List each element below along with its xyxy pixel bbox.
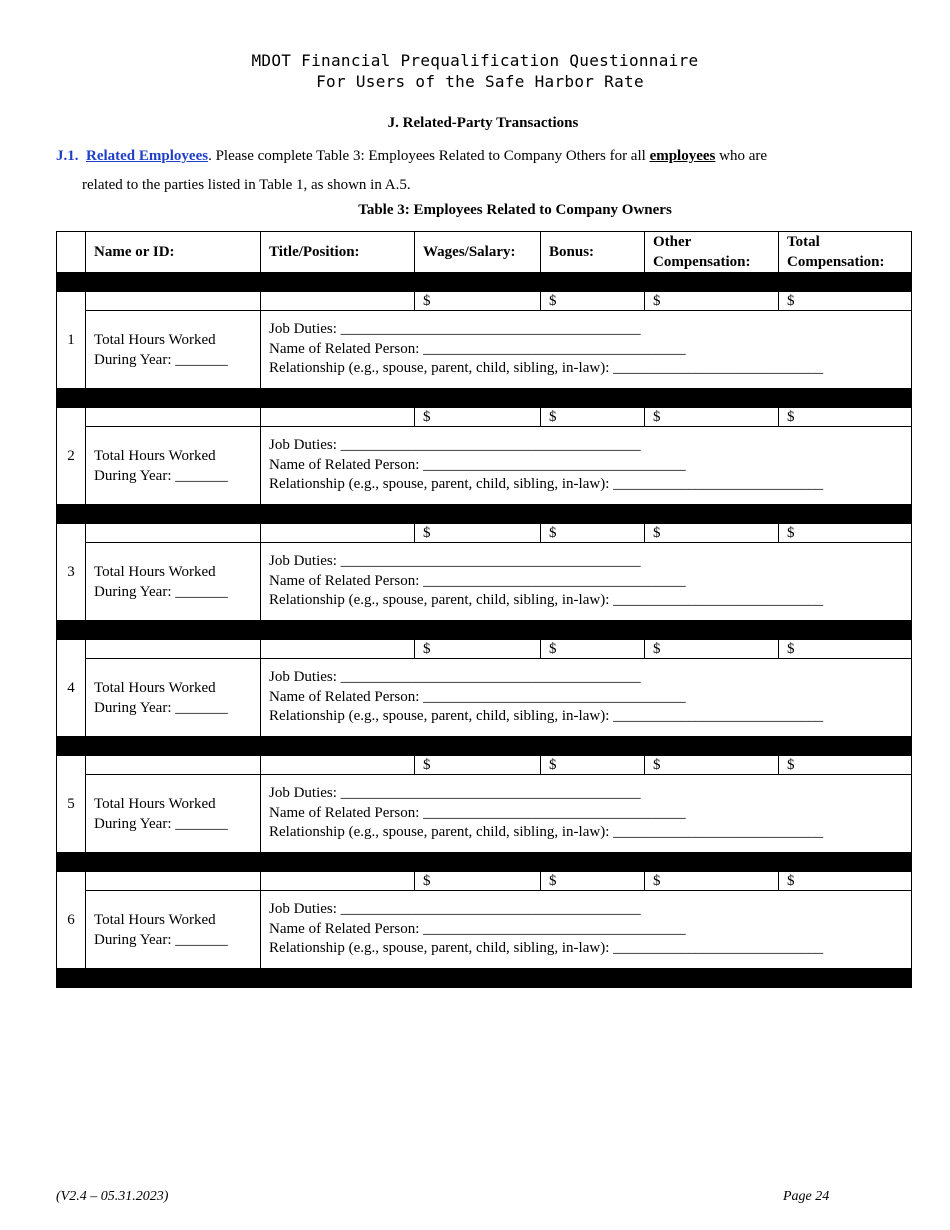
wages-field[interactable]: $ — [415, 872, 541, 891]
item-number: J.1. — [56, 148, 79, 164]
header-total-line1: Total — [787, 234, 820, 250]
version-footer: (V2.4 – 05.31.2023) — [56, 1189, 169, 1204]
hours-field[interactable]: During Year: _______ — [94, 467, 228, 484]
hours-label: Total Hours Worked — [94, 679, 216, 696]
hours-field[interactable]: During Year: _______ — [94, 931, 228, 948]
total-compensation-field[interactable]: $ — [779, 756, 912, 775]
other-compensation-field[interactable]: $ — [645, 408, 779, 427]
related-person-field[interactable]: Name of Related Person: ___________________________________ — [269, 920, 686, 937]
employee-detail-row — [57, 891, 912, 969]
total-compensation-field[interactable]: $ — [779, 292, 912, 311]
title-position-field[interactable] — [261, 640, 415, 659]
bonus-field[interactable]: $ — [541, 872, 645, 891]
relationship-field[interactable]: Relationship (e.g., spouse, parent, child, sibling, in-law): ____________________________ — [269, 940, 824, 957]
other-compensation-field[interactable]: $ — [645, 292, 779, 311]
hours-field[interactable]: During Year: _______ — [94, 583, 228, 600]
header-other-line2: Compensation: — [653, 254, 751, 270]
paragraph-text-end: who are — [715, 148, 768, 164]
paragraph-text: . Please complete Table 3: Employees Related to Company Others for all — [208, 148, 650, 164]
hours-worked-cell[interactable] — [86, 427, 261, 505]
job-duties-field[interactable]: Job Duties: ________________________________________ — [269, 901, 641, 918]
employee-money-row — [57, 292, 912, 311]
duties-cell — [261, 775, 912, 853]
hours-field[interactable]: During Year: _______ — [94, 699, 228, 716]
paragraph-lead — [56, 142, 767, 171]
employee-name-field[interactable] — [86, 408, 261, 427]
employee-name-field[interactable] — [86, 872, 261, 891]
hours-worked-cell[interactable] — [86, 659, 261, 737]
header-total-compensation — [779, 232, 912, 273]
employee-money-row — [57, 640, 912, 659]
employee-name-field[interactable] — [86, 292, 261, 311]
separator-bar — [57, 969, 912, 988]
employee-money-row — [57, 872, 912, 891]
header-other-compensation — [645, 232, 779, 273]
job-duties-field[interactable]: Job Duties: ________________________________________ — [269, 785, 641, 802]
separator-row — [57, 737, 912, 756]
employee-name-field[interactable] — [86, 756, 261, 775]
employee-detail-row — [57, 311, 912, 389]
job-duties-field[interactable]: Job Duties: ________________________________________ — [269, 321, 641, 338]
instruction-paragraph — [56, 142, 894, 200]
employee-money-row — [57, 408, 912, 427]
employees-table — [56, 231, 912, 988]
relationship-field[interactable]: Relationship (e.g., spouse, parent, child, sibling, in-law): ____________________________ — [269, 360, 824, 377]
duties-cell — [261, 891, 912, 969]
related-person-field[interactable]: Name of Related Person: ___________________________________ — [269, 340, 686, 357]
related-employees-link[interactable]: Related Employees — [86, 148, 209, 164]
row-number: 2 — [57, 408, 86, 505]
separator-bar — [57, 737, 912, 756]
total-compensation-field[interactable]: $ — [779, 524, 912, 543]
paragraph-line-1 — [56, 142, 894, 171]
hours-label: Total Hours Worked — [94, 795, 216, 812]
hours-worked-cell[interactable] — [86, 543, 261, 621]
total-compensation-field[interactable]: $ — [779, 872, 912, 891]
related-person-field[interactable]: Name of Related Person: ___________________________________ — [269, 572, 686, 589]
section-title: J. Related-Party Transactions — [387, 115, 579, 131]
row-number: 5 — [57, 756, 86, 853]
header-wages: Wages/Salary: — [415, 232, 541, 273]
document-subtitle: For Users of the Safe Harbor Rate — [316, 72, 644, 91]
wages-field[interactable]: $ — [415, 292, 541, 311]
duties-cell — [261, 659, 912, 737]
header-index — [57, 232, 86, 273]
separator-bar — [57, 853, 912, 872]
separator-bar — [57, 621, 912, 640]
hours-label: Total Hours Worked — [94, 331, 216, 348]
separator-row — [57, 969, 912, 988]
duties-cell — [261, 543, 912, 621]
separator-bar — [57, 389, 912, 408]
separator-bar — [57, 505, 912, 524]
other-compensation-field[interactable]: $ — [645, 640, 779, 659]
separator-row — [57, 505, 912, 524]
hours-field[interactable]: During Year: _______ — [94, 815, 228, 832]
hours-label: Total Hours Worked — [94, 447, 216, 464]
duties-cell — [261, 311, 912, 389]
paragraph-line-2: related to the parties listed in Table 1, as shown in A.5. — [82, 177, 411, 193]
job-duties-field[interactable]: Job Duties: ________________________________________ — [269, 553, 641, 570]
header-name: Name or ID: — [86, 232, 261, 273]
bonus-field[interactable]: $ — [541, 640, 645, 659]
employee-money-row — [57, 524, 912, 543]
related-person-field[interactable]: Name of Related Person: ___________________________________ — [269, 804, 686, 821]
title-position-field[interactable] — [261, 408, 415, 427]
employee-name-field[interactable] — [86, 640, 261, 659]
hours-label: Total Hours Worked — [94, 911, 216, 928]
employee-detail-row — [57, 775, 912, 853]
total-compensation-field[interactable]: $ — [779, 640, 912, 659]
employee-detail-row — [57, 543, 912, 621]
separator-row — [57, 273, 912, 292]
hours-worked-cell[interactable] — [86, 775, 261, 853]
hours-worked-cell[interactable] — [86, 891, 261, 969]
job-duties-field[interactable]: Job Duties: ________________________________________ — [269, 669, 641, 686]
other-compensation-field[interactable]: $ — [645, 872, 779, 891]
wages-field[interactable]: $ — [415, 756, 541, 775]
wages-field[interactable]: $ — [415, 640, 541, 659]
other-compensation-field[interactable]: $ — [645, 524, 779, 543]
row-number: 3 — [57, 524, 86, 621]
employees-emphasis: employees — [649, 148, 716, 164]
title-position-field[interactable] — [261, 756, 415, 775]
hours-worked-cell[interactable] — [86, 311, 261, 389]
table-header-row — [57, 232, 912, 273]
relationship-field[interactable]: Relationship (e.g., spouse, parent, child, sibling, in-law): ____________________________ — [269, 824, 824, 841]
header-bonus: Bonus: — [541, 232, 645, 273]
relationship-field[interactable]: Relationship (e.g., spouse, parent, child, sibling, in-law): ____________________________ — [269, 592, 824, 609]
duties-cell — [261, 427, 912, 505]
separator-row — [57, 621, 912, 640]
separator-row — [57, 389, 912, 408]
relationship-field[interactable]: Relationship (e.g., spouse, parent, child, sibling, in-law): ____________________________ — [269, 476, 824, 493]
employee-detail-row — [57, 659, 912, 737]
row-number: 6 — [57, 872, 86, 969]
hours-label: Total Hours Worked — [94, 563, 216, 580]
separator-row — [57, 853, 912, 872]
related-person-field[interactable]: Name of Related Person: ___________________________________ — [269, 688, 686, 705]
header-title: Title/Position: — [261, 232, 415, 273]
header-other-line1: Other — [653, 234, 692, 250]
row-number: 4 — [57, 640, 86, 737]
bonus-field[interactable]: $ — [541, 408, 645, 427]
bonus-field[interactable]: $ — [541, 292, 645, 311]
job-duties-field[interactable]: Job Duties: ________________________________________ — [269, 437, 641, 454]
employee-detail-row — [57, 427, 912, 505]
title-position-field[interactable] — [261, 292, 415, 311]
document-title: MDOT Financial Prequalification Questionnaire — [251, 51, 699, 70]
separator-bar — [57, 273, 912, 292]
related-person-field[interactable]: Name of Related Person: ___________________________________ — [269, 456, 686, 473]
wages-field[interactable]: $ — [415, 524, 541, 543]
hours-field[interactable]: During Year: _______ — [94, 351, 228, 368]
employee-name-field[interactable] — [86, 524, 261, 543]
title-position-field[interactable] — [261, 872, 415, 891]
wages-field[interactable]: $ — [415, 408, 541, 427]
bonus-field[interactable]: $ — [541, 756, 645, 775]
total-compensation-field[interactable]: $ — [779, 408, 912, 427]
page-number: Page 24 — [783, 1189, 830, 1204]
employee-money-row — [57, 756, 912, 775]
title-position-field[interactable] — [261, 524, 415, 543]
row-number: 1 — [57, 292, 86, 389]
table-caption: Table 3: Employees Related to Company Owners — [358, 202, 672, 218]
bonus-field[interactable]: $ — [541, 524, 645, 543]
header-total-line2: Compensation: — [787, 254, 885, 270]
relationship-field[interactable]: Relationship (e.g., spouse, parent, child, sibling, in-law): ____________________________ — [269, 708, 824, 725]
other-compensation-field[interactable]: $ — [645, 756, 779, 775]
